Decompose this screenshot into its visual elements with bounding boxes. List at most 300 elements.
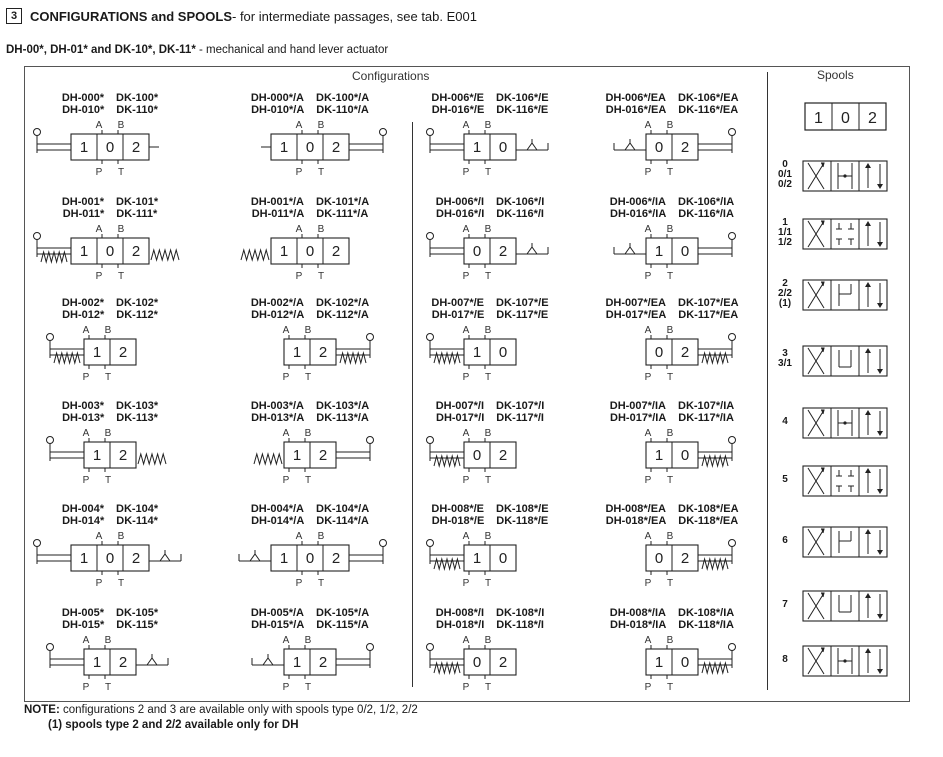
valve-symbol bbox=[572, 635, 772, 695]
port-label-t: T bbox=[304, 682, 312, 693]
detent-notch bbox=[250, 554, 260, 561]
port-label-a: A bbox=[295, 120, 303, 131]
port-label-b: B bbox=[304, 635, 312, 646]
valve-symbol bbox=[10, 325, 210, 385]
dh-code: DH-016*/E bbox=[431, 104, 485, 116]
lever-knob bbox=[729, 334, 736, 341]
port-label-b: B bbox=[666, 325, 674, 336]
port-label-t: T bbox=[304, 372, 312, 383]
dh-code: DH-005* bbox=[61, 607, 104, 619]
configuration-code-label bbox=[590, 503, 754, 527]
dh-code: DH-017*/IA bbox=[610, 412, 667, 424]
configuration-code-label bbox=[408, 607, 572, 631]
port-label-b: B bbox=[304, 325, 312, 336]
dh-code: DH-017*/EA bbox=[605, 309, 667, 321]
port-label-p: P bbox=[295, 271, 303, 282]
spool-symbol bbox=[802, 160, 892, 194]
detent-notch bbox=[147, 658, 157, 665]
dh-code: DH-010* bbox=[62, 104, 105, 116]
spool-symbol bbox=[802, 526, 892, 560]
detent-notch bbox=[625, 143, 635, 150]
dk-code: DK-108*/IA bbox=[678, 607, 735, 619]
port-label-t: T bbox=[666, 167, 674, 178]
lever-knob bbox=[729, 129, 736, 136]
port-label-b: B bbox=[117, 120, 125, 131]
position-number: 0 bbox=[654, 139, 664, 156]
spool-type-label: 0 0/1 0/2 bbox=[778, 159, 792, 190]
spools-title: Spools bbox=[817, 68, 854, 82]
position-number: 0 bbox=[680, 243, 690, 260]
spool-type-label: 7 bbox=[782, 599, 788, 610]
port-label-p: P bbox=[462, 475, 470, 486]
lever-knob bbox=[47, 644, 54, 651]
lever-knob bbox=[729, 644, 736, 651]
spring-symbol bbox=[254, 454, 282, 464]
dh-code: DH-018*/EA bbox=[605, 515, 667, 527]
dk-code: DK-115*/A bbox=[316, 619, 369, 631]
dk-code: DK-113* bbox=[116, 412, 158, 424]
position-number: 2 bbox=[118, 654, 128, 671]
actuator-codes: DH-00*, DH-01* and DK-10*, DK-11* bbox=[6, 44, 196, 56]
valve-symbol bbox=[390, 635, 590, 695]
position-number: 2 bbox=[680, 139, 690, 156]
position-number: 0 bbox=[105, 550, 115, 567]
port-label-t: T bbox=[666, 271, 674, 282]
valve-symbol bbox=[572, 120, 772, 180]
spool-symbol bbox=[802, 345, 892, 379]
dk-code: DK-117*/EA bbox=[678, 309, 739, 321]
configuration-code-label bbox=[228, 400, 392, 424]
dh-code: DH-007*/I bbox=[435, 400, 484, 412]
port-label-b: B bbox=[104, 428, 112, 439]
port-label-b: B bbox=[484, 531, 492, 542]
dh-code: DH-006*/E bbox=[431, 92, 484, 104]
position-number: 2 bbox=[331, 550, 341, 567]
configuration-code-label bbox=[408, 92, 572, 116]
configuration-code-label bbox=[590, 297, 754, 321]
detent-notch bbox=[263, 658, 273, 665]
position-number: 0 bbox=[472, 243, 482, 260]
port-label-t: T bbox=[317, 271, 325, 282]
configuration-code-label bbox=[228, 92, 392, 116]
position-number: 2 bbox=[498, 654, 508, 671]
valve-symbol bbox=[10, 120, 210, 180]
port-label-a: A bbox=[644, 224, 652, 235]
dk-code: DK-112*/A bbox=[316, 309, 369, 321]
dk-code: DK-107*/E bbox=[496, 297, 549, 309]
detent-notch bbox=[625, 247, 635, 254]
configuration-code-label bbox=[228, 297, 392, 321]
dk-code: DK-118*/E bbox=[496, 515, 549, 527]
valve-symbol bbox=[572, 224, 772, 284]
dk-code: DK-102* bbox=[116, 297, 159, 309]
port-label-p: P bbox=[644, 475, 652, 486]
port-label-a: A bbox=[282, 635, 290, 646]
port-label-b: B bbox=[666, 531, 674, 542]
lever-knob bbox=[427, 129, 434, 136]
port-label-t: T bbox=[104, 372, 112, 383]
port-label-a: A bbox=[462, 635, 470, 646]
port-label-p: P bbox=[462, 578, 470, 589]
port-label-a: A bbox=[95, 120, 103, 131]
dh-code: DH-013*/A bbox=[251, 412, 305, 424]
dh-code: DH-018*/I bbox=[436, 619, 485, 631]
dk-code: DK-117*/E bbox=[496, 309, 549, 321]
position-number: 2 bbox=[498, 243, 508, 260]
dh-code: DH-014* bbox=[62, 515, 105, 527]
lever-knob bbox=[380, 540, 387, 547]
dk-code: DK-112* bbox=[116, 309, 158, 321]
dh-code: DH-000*/A bbox=[250, 92, 304, 104]
dh-code: DH-018*/IA bbox=[610, 619, 667, 631]
valve-symbol bbox=[210, 635, 410, 695]
dk-code: DK-106*/I bbox=[496, 196, 545, 208]
valve-symbol bbox=[390, 120, 590, 180]
dk-code: DK-104*/A bbox=[316, 503, 370, 515]
dk-code: DK-116*/IA bbox=[678, 208, 734, 220]
port-label-b: B bbox=[317, 224, 325, 235]
dk-code: DK-106*/E bbox=[496, 92, 549, 104]
lever-knob bbox=[729, 540, 736, 547]
note-footnote: (1) spools type 2 and 2/2 available only for DH bbox=[48, 719, 299, 731]
port-label-b: B bbox=[304, 428, 312, 439]
valve-symbol bbox=[210, 428, 410, 488]
position-number: 1 bbox=[92, 654, 102, 671]
dk-code: DK-108*/I bbox=[496, 607, 545, 619]
dh-code: DH-015*/A bbox=[251, 619, 305, 631]
dh-code: DH-002* bbox=[61, 297, 104, 309]
configuration-code-label bbox=[228, 196, 392, 220]
position-number: 0 bbox=[654, 550, 664, 567]
legend-position-number: 1 bbox=[814, 110, 823, 127]
lever-knob bbox=[729, 233, 736, 240]
port-label-t: T bbox=[104, 475, 112, 486]
dk-code: DK-116*/E bbox=[496, 104, 549, 116]
dk-code: DK-115* bbox=[116, 619, 158, 631]
position-number: 0 bbox=[305, 550, 315, 567]
configuration-code-label bbox=[228, 607, 392, 631]
position-number: 2 bbox=[318, 344, 328, 361]
port-label-a: A bbox=[82, 635, 90, 646]
dk-code: DK-117*/IA bbox=[678, 412, 734, 424]
dh-code: DH-008*/I bbox=[435, 607, 484, 619]
spool-type-label: 1 1/1 1/2 bbox=[778, 217, 792, 248]
dh-code: DH-017*/E bbox=[431, 309, 485, 321]
port-label-a: A bbox=[282, 325, 290, 336]
configuration-code-label bbox=[590, 607, 754, 631]
port-label-p: P bbox=[295, 578, 303, 589]
lever-knob bbox=[47, 437, 54, 444]
port-label-p: P bbox=[82, 475, 90, 486]
position-number: 0 bbox=[105, 139, 115, 156]
dk-code: DK-100* bbox=[116, 92, 159, 104]
position-number: 0 bbox=[305, 139, 315, 156]
actuator-description: - mechanical and hand lever actuator bbox=[195, 44, 389, 56]
dk-code: DK-104* bbox=[116, 503, 159, 515]
position-number: 1 bbox=[472, 344, 482, 361]
port-label-t: T bbox=[117, 578, 125, 589]
dk-code: DK-110* bbox=[116, 104, 158, 116]
spring-symbol bbox=[151, 250, 179, 260]
port-label-b: B bbox=[666, 120, 674, 131]
configuration-code-label bbox=[228, 503, 392, 527]
dh-code: DH-007*/IA bbox=[609, 400, 666, 412]
port-label-p: P bbox=[95, 271, 103, 282]
valve-symbol bbox=[572, 325, 772, 385]
port-label-a: A bbox=[462, 224, 470, 235]
position-number: 2 bbox=[331, 139, 341, 156]
valve-symbol bbox=[572, 531, 772, 591]
port-label-a: A bbox=[462, 428, 470, 439]
spring-symbol bbox=[138, 454, 166, 464]
dh-code: DH-000* bbox=[61, 92, 104, 104]
port-label-a: A bbox=[462, 120, 470, 131]
dk-code: DK-106*/EA bbox=[678, 92, 739, 104]
dk-code: DK-107*/EA bbox=[678, 297, 739, 309]
port-label-b: B bbox=[484, 325, 492, 336]
port-label-b: B bbox=[117, 531, 125, 542]
dk-code: DK-103*/A bbox=[316, 400, 370, 412]
port-label-p: P bbox=[462, 372, 470, 383]
position-number: 1 bbox=[472, 550, 482, 567]
note-label: NOTE: bbox=[24, 704, 60, 716]
spool-type-label: 5 bbox=[782, 474, 788, 485]
port-label-a: A bbox=[644, 428, 652, 439]
dk-code: DK-118*/IA bbox=[678, 619, 734, 631]
valve-symbol bbox=[210, 120, 410, 180]
position-number: 1 bbox=[292, 654, 302, 671]
port-label-b: B bbox=[317, 120, 325, 131]
position-number: 2 bbox=[131, 243, 141, 260]
spool-type-label: 2 2/2 (1) bbox=[778, 278, 792, 309]
valve-symbol bbox=[10, 531, 210, 591]
port-label-b: B bbox=[317, 531, 325, 542]
position-number: 0 bbox=[498, 550, 508, 567]
note bbox=[24, 704, 418, 716]
dk-code: DK-118*/EA bbox=[678, 515, 739, 527]
port-label-b: B bbox=[484, 428, 492, 439]
position-number: 1 bbox=[92, 344, 102, 361]
port-label-t: T bbox=[117, 167, 125, 178]
dk-code: DK-110*/A bbox=[316, 104, 369, 116]
port-label-p: P bbox=[282, 682, 290, 693]
port-label-a: A bbox=[644, 531, 652, 542]
lever-knob bbox=[427, 540, 434, 547]
dk-code: DK-118*/I bbox=[496, 619, 544, 631]
port-label-a: A bbox=[295, 531, 303, 542]
position-number: 0 bbox=[305, 243, 315, 260]
port-label-b: B bbox=[104, 325, 112, 336]
port-label-b: B bbox=[117, 224, 125, 235]
position-number: 1 bbox=[279, 243, 289, 260]
configuration-code-label bbox=[28, 297, 192, 321]
detent-notch bbox=[160, 554, 170, 561]
port-label-a: A bbox=[82, 325, 90, 336]
dh-code: DH-014*/A bbox=[251, 515, 305, 527]
port-label-t: T bbox=[317, 167, 325, 178]
port-label-t: T bbox=[304, 475, 312, 486]
dk-code: DK-102*/A bbox=[316, 297, 370, 309]
junction-dot bbox=[843, 421, 846, 424]
port-label-p: P bbox=[282, 475, 290, 486]
dh-code: DH-007*/EA bbox=[605, 297, 666, 309]
dk-code: DK-116*/EA bbox=[678, 104, 739, 116]
configuration-code-label bbox=[408, 503, 572, 527]
dh-code: DH-002*/A bbox=[250, 297, 304, 309]
port-label-p: P bbox=[644, 682, 652, 693]
port-label-a: A bbox=[82, 428, 90, 439]
lever-knob bbox=[427, 334, 434, 341]
dh-code: DH-012* bbox=[62, 309, 105, 321]
position-number: 1 bbox=[279, 550, 289, 567]
dh-code: DH-017*/I bbox=[436, 412, 485, 424]
actuator-subheader bbox=[6, 44, 388, 56]
port-label-a: A bbox=[644, 325, 652, 336]
position-number: 1 bbox=[654, 447, 664, 464]
position-number: 2 bbox=[318, 447, 328, 464]
valve-symbol bbox=[210, 325, 410, 385]
valve-symbol bbox=[10, 635, 210, 695]
port-label-t: T bbox=[117, 271, 125, 282]
position-number: 1 bbox=[279, 139, 289, 156]
position-number: 0 bbox=[680, 654, 690, 671]
spool-symbol bbox=[802, 645, 892, 679]
position-number: 1 bbox=[654, 243, 664, 260]
port-label-t: T bbox=[484, 475, 492, 486]
spool-symbol bbox=[802, 465, 892, 499]
position-number: 0 bbox=[105, 243, 115, 260]
lever-knob bbox=[34, 233, 41, 240]
port-label-p: P bbox=[462, 682, 470, 693]
position-number: 0 bbox=[654, 344, 664, 361]
valve-symbol bbox=[10, 428, 210, 488]
dh-code: DH-018*/E bbox=[431, 515, 485, 527]
dh-code: DH-011* bbox=[62, 208, 105, 220]
dk-code: DK-108*/EA bbox=[678, 503, 739, 515]
spool-position-legend bbox=[804, 102, 888, 132]
position-number: 2 bbox=[118, 344, 128, 361]
port-label-p: P bbox=[462, 167, 470, 178]
spool-type-label: 6 bbox=[782, 535, 788, 546]
detent-notch bbox=[527, 143, 537, 150]
dk-code: DK-107*/IA bbox=[678, 400, 735, 412]
dk-code: DK-106*/IA bbox=[678, 196, 735, 208]
lever-knob bbox=[34, 129, 41, 136]
position-number: 1 bbox=[79, 139, 89, 156]
lever-knob bbox=[34, 540, 41, 547]
dh-code: DH-016*/I bbox=[436, 208, 485, 220]
spool-type-label: 3 3/1 bbox=[778, 348, 792, 369]
valve-symbol bbox=[572, 428, 772, 488]
port-label-p: P bbox=[82, 372, 90, 383]
port-label-t: T bbox=[317, 578, 325, 589]
port-label-b: B bbox=[484, 635, 492, 646]
lever-knob bbox=[380, 129, 387, 136]
position-number: 1 bbox=[292, 344, 302, 361]
dh-code: DH-008*/EA bbox=[605, 503, 666, 515]
configurations-title: Configurations bbox=[352, 69, 430, 83]
dk-code: DK-105*/A bbox=[316, 607, 370, 619]
dk-code: DK-111*/A bbox=[316, 208, 369, 220]
section-number-badge: 3 bbox=[6, 8, 22, 24]
position-number: 0 bbox=[472, 654, 482, 671]
dk-code: DK-101* bbox=[116, 196, 159, 208]
valve-symbol bbox=[390, 224, 590, 284]
dh-code: DH-011*/A bbox=[251, 208, 305, 220]
configuration-code-label bbox=[408, 297, 572, 321]
port-label-a: A bbox=[282, 428, 290, 439]
lever-knob bbox=[427, 644, 434, 651]
dh-code: DH-006*/IA bbox=[609, 196, 666, 208]
port-label-p: P bbox=[462, 271, 470, 282]
port-label-t: T bbox=[484, 167, 492, 178]
dk-code: DK-116*/I bbox=[496, 208, 544, 220]
configuration-code-label bbox=[590, 92, 754, 116]
note-text: configurations 2 and 3 are available only with spools type 0/2, 1/2, 2/2 bbox=[59, 704, 418, 716]
position-number: 0 bbox=[498, 139, 508, 156]
lever-knob bbox=[367, 437, 374, 444]
junction-dot bbox=[843, 659, 846, 662]
position-number: 1 bbox=[472, 139, 482, 156]
position-number: 1 bbox=[79, 243, 89, 260]
spring-symbol bbox=[241, 250, 269, 260]
dh-code: DH-001* bbox=[61, 196, 104, 208]
port-label-t: T bbox=[484, 682, 492, 693]
section-subtitle: - for intermediate passages, see tab. E001 bbox=[232, 8, 477, 24]
position-number: 1 bbox=[654, 654, 664, 671]
port-label-a: A bbox=[644, 635, 652, 646]
configuration-code-label bbox=[408, 196, 572, 220]
position-number: 2 bbox=[331, 243, 341, 260]
port-label-p: P bbox=[282, 372, 290, 383]
port-label-b: B bbox=[484, 120, 492, 131]
junction-dot bbox=[843, 174, 846, 177]
dh-code: DH-004* bbox=[61, 503, 104, 515]
spool-type-label: 4 bbox=[782, 416, 788, 427]
lever-knob bbox=[47, 334, 54, 341]
port-label-p: P bbox=[644, 578, 652, 589]
valve-symbol bbox=[390, 531, 590, 591]
port-label-a: A bbox=[95, 224, 103, 235]
dh-code: DH-012*/A bbox=[251, 309, 305, 321]
port-label-t: T bbox=[104, 682, 112, 693]
dk-code: DK-114* bbox=[116, 515, 158, 527]
configuration-code-label bbox=[408, 400, 572, 424]
position-number: 2 bbox=[131, 139, 141, 156]
dh-code: DH-006*/EA bbox=[605, 92, 666, 104]
port-label-b: B bbox=[666, 635, 674, 646]
port-label-a: A bbox=[462, 531, 470, 542]
valve-symbol bbox=[390, 325, 590, 385]
section-title: CONFIGURATIONS and SPOOLS bbox=[30, 8, 232, 24]
dh-code: DH-016*/IA bbox=[610, 208, 667, 220]
position-number: 2 bbox=[318, 654, 328, 671]
dk-code: DK-114*/A bbox=[316, 515, 369, 527]
lever-knob bbox=[427, 437, 434, 444]
dh-code: DH-003*/A bbox=[250, 400, 304, 412]
dh-code: DH-003* bbox=[61, 400, 104, 412]
port-label-b: B bbox=[666, 224, 674, 235]
legend-position-number: 2 bbox=[868, 110, 877, 127]
port-label-a: A bbox=[462, 325, 470, 336]
port-label-b: B bbox=[484, 224, 492, 235]
configuration-code-label bbox=[590, 196, 754, 220]
dh-code: DH-008*/IA bbox=[609, 607, 666, 619]
port-label-t: T bbox=[666, 475, 674, 486]
port-label-p: P bbox=[295, 167, 303, 178]
spool-symbol bbox=[802, 218, 892, 252]
port-label-t: T bbox=[666, 372, 674, 383]
